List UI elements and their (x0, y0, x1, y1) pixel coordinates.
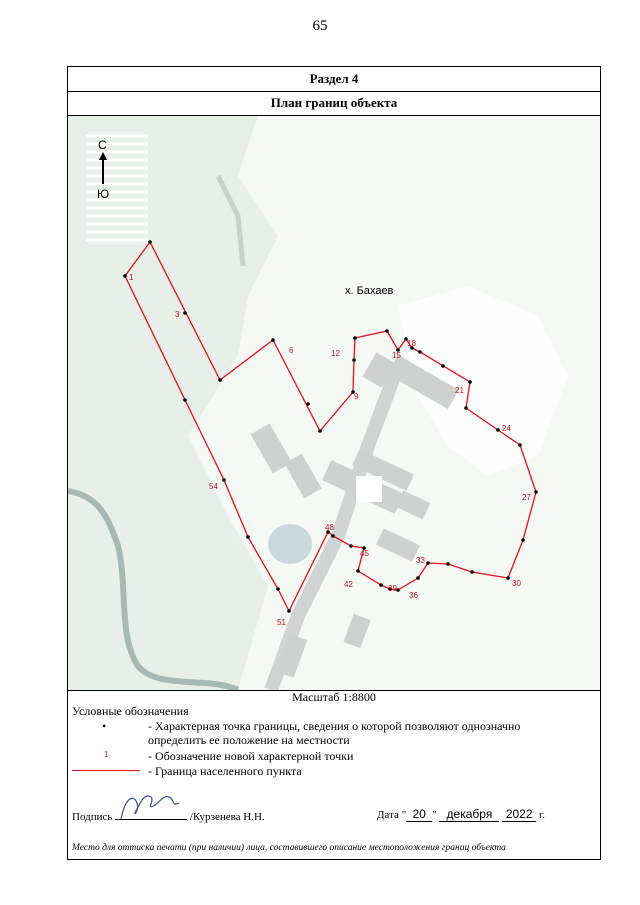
point-label-18: 18 (407, 339, 416, 348)
signature-line (115, 807, 187, 820)
date-year: 2022 (502, 807, 536, 822)
point-label-39: 39 (388, 584, 397, 593)
legend-new-point-symbol: 1 (104, 750, 109, 759)
map-scale: Масштаб 1:8800 (292, 690, 376, 704)
legend-boundary-line (72, 770, 140, 771)
point-label-30: 30 (512, 579, 521, 588)
document-frame (67, 66, 601, 860)
point-label-9: 9 (354, 392, 359, 401)
point-label-12: 12 (331, 349, 340, 358)
point-label-15: 15 (392, 351, 401, 360)
page-number: 65 (312, 18, 328, 34)
point-label-24: 24 (502, 424, 511, 433)
legend-new-point-text: - Обозначение новой характерной точки (148, 749, 354, 763)
settlement-label: х. Бахаев (345, 285, 394, 297)
point-label-1: 1 (129, 273, 134, 282)
signature-label: Подпись (72, 811, 113, 823)
point-label-42: 42 (344, 580, 353, 589)
legend-point-symbol: • (102, 719, 107, 733)
point-label-27: 27 (522, 493, 531, 502)
point-label-6: 6 (289, 346, 294, 355)
map-white-lot (356, 476, 382, 502)
section-title: Раздел 4 (68, 67, 600, 92)
north-label: С (98, 138, 107, 152)
legend-boundary-text: - Граница населенного пункта (148, 764, 302, 778)
point-label-21: 21 (455, 386, 464, 395)
legend-point-text: - Характерная точка границы, сведения о которой позволяют однозначно определить ее положение на местности (148, 719, 521, 747)
signature-row: Подпись /Курзенева Н.Н. Дата " 20 " декабря 2022 г. (72, 807, 600, 823)
point-label-33: 33 (416, 556, 425, 565)
point-label-51: 51 (277, 618, 286, 627)
south-label: Ю (97, 187, 110, 201)
map-pond (268, 524, 312, 564)
point-label-48: 48 (325, 523, 334, 532)
legend-title: Условные обозначения (72, 704, 189, 718)
point-label-54: 54 (209, 482, 218, 491)
boundary-map (68, 116, 600, 691)
point-label-3: 3 (175, 310, 180, 319)
handwritten-signature (115, 789, 187, 823)
date-year-suffix: г. (538, 809, 545, 821)
date-month: декабря (439, 807, 499, 822)
point-label-36: 36 (409, 591, 418, 600)
point-label-45: 45 (360, 549, 369, 558)
stamp-place-note: Место для оттиска печати (при наличии) лица, составившего описание местоположения границ объекта (72, 843, 506, 853)
signer-name: /Курзенева Н.Н. (189, 811, 265, 823)
plan-title: План границ объекта (68, 91, 600, 116)
date-day: 20 (406, 807, 432, 822)
date-label: Дата (377, 809, 399, 821)
